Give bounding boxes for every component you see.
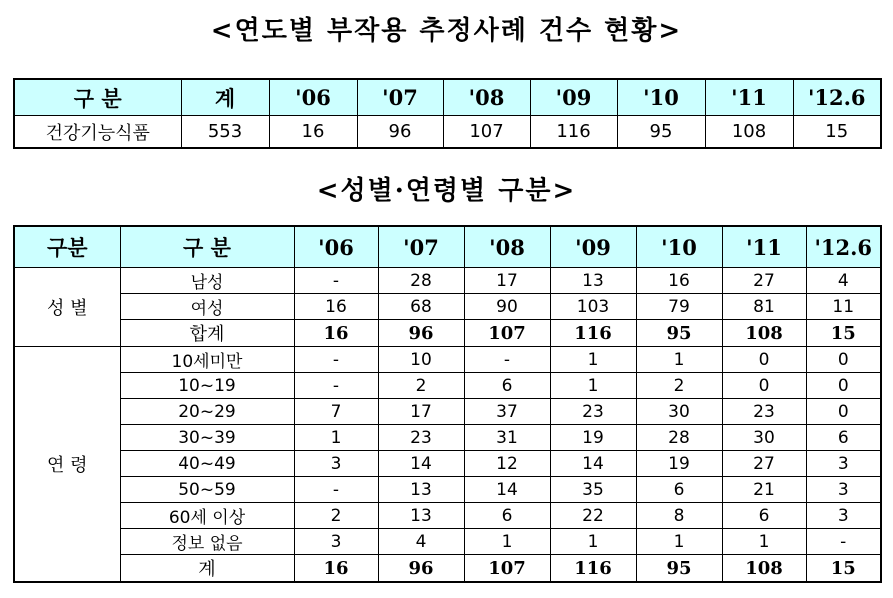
cell-value: 2 [294,503,378,529]
page-title: <연도별 부작용 추정사례 건수 현황> [210,16,683,46]
cell-value: 16 [294,320,378,347]
cell-value: 107 [443,116,530,149]
cell-value: 3 [294,529,378,555]
table-row [14,555,881,583]
row-label: 40~49 [120,451,294,477]
cell-value: - [294,373,378,399]
header-year: '07 [357,79,443,116]
cell-value: - [294,347,378,373]
cell-value: 17 [464,268,550,294]
cell-value: 81 [722,294,806,320]
cell-value: 7 [294,399,378,425]
table-row [14,116,881,149]
cell-value: 10 [378,347,464,373]
cell-value: 95 [617,116,705,149]
table-row [14,347,881,373]
cell-value: 108 [705,116,793,149]
table-row [14,268,881,294]
cell-value: 16 [294,294,378,320]
cell-value: 23 [378,425,464,451]
cell-value: 1 [550,373,636,399]
cell-value: 6 [464,503,550,529]
cell-value: 1 [636,529,722,555]
cell-value: 4 [806,268,881,294]
cell-value: 6 [464,373,550,399]
header-year: '10 [636,226,722,268]
table-row [14,294,881,320]
row-label: 남성 [120,268,294,294]
cell-value: 37 [464,399,550,425]
cell-value: 116 [550,320,636,347]
cell-value: 103 [550,294,636,320]
cell-value: 6 [806,425,881,451]
table-row [14,529,881,555]
cell-value: 30 [722,425,806,451]
cell-value: 68 [378,294,464,320]
row-label: 30~39 [120,425,294,451]
row-label: 건강기능식품 [14,116,181,149]
header-category: 구 분 [120,226,294,268]
row-label: 정보 없음 [120,529,294,555]
cell-value: 27 [722,268,806,294]
cell-value: 14 [464,477,550,503]
cell-value: 0 [806,347,881,373]
cell-value: 16 [294,555,378,583]
cell-value: - [294,477,378,503]
cell-value: 1 [636,347,722,373]
cell-value: 79 [636,294,722,320]
cell-value: 31 [464,425,550,451]
cell-value: 8 [636,503,722,529]
cell-value: 553 [181,116,269,149]
cell-value: 96 [378,555,464,583]
cell-value: 22 [550,503,636,529]
gender-age-table [13,225,882,583]
cell-value: 108 [722,555,806,583]
cell-value: 1 [550,347,636,373]
header-year: '09 [550,226,636,268]
table-body [14,268,881,583]
cell-value: 90 [464,294,550,320]
cell-value: 1 [294,425,378,451]
header-year: '07 [378,226,464,268]
cell-value: 15 [793,116,881,149]
cell-value: 6 [722,503,806,529]
header-year: '06 [269,79,357,116]
cell-value: 14 [378,451,464,477]
table-row [14,425,881,451]
cell-value: 116 [550,555,636,583]
row-label: 여성 [120,294,294,320]
header-year: '11 [722,226,806,268]
header-year: '10 [617,79,705,116]
cell-value: 0 [722,347,806,373]
cell-value: 3 [806,503,881,529]
cell-value: - [294,268,378,294]
cell-value: 13 [378,477,464,503]
cell-value: 28 [636,425,722,451]
row-label: 계 [120,555,294,583]
cell-value: 12 [464,451,550,477]
group-label: 연 령 [14,347,120,583]
header-year: '06 [294,226,378,268]
table-row [14,399,881,425]
cell-value: 35 [550,477,636,503]
cell-value: 28 [378,268,464,294]
row-label: 60세 이상 [120,503,294,529]
cell-value: - [806,529,881,555]
table-row [14,503,881,529]
cell-value: 17 [378,399,464,425]
cell-value: 6 [636,477,722,503]
cell-value: 95 [636,320,722,347]
cell-value: 15 [806,320,881,347]
yearly-cases-table [13,78,882,149]
cell-value: 3 [806,477,881,503]
cell-value: 1 [722,529,806,555]
cell-value: 1 [464,529,550,555]
cell-value: 2 [378,373,464,399]
cell-value: 96 [378,320,464,347]
cell-value: 1 [550,529,636,555]
header-year: '08 [443,79,530,116]
cell-value: 16 [269,116,357,149]
cell-value: 19 [636,451,722,477]
header-year: '09 [530,79,617,116]
row-label: 10~19 [120,373,294,399]
table-row [14,477,881,503]
section-title: <성별·연령별 구분> [316,176,577,206]
cell-value: 3 [294,451,378,477]
cell-value: 13 [378,503,464,529]
header-category: 구 분 [14,79,181,116]
row-label: 10세미만 [120,347,294,373]
cell-value: - [464,347,550,373]
header-year: '08 [464,226,550,268]
cell-value: 116 [530,116,617,149]
row-label: 20~29 [120,399,294,425]
cell-value: 11 [806,294,881,320]
cell-value: 21 [722,477,806,503]
header-year: '11 [705,79,793,116]
cell-value: 27 [722,451,806,477]
table-row [14,451,881,477]
header-group: 구분 [14,226,120,268]
cell-value: 0 [806,373,881,399]
cell-value: 23 [722,399,806,425]
table-row [14,373,881,399]
cell-value: 107 [464,555,550,583]
cell-value: 0 [722,373,806,399]
cell-value: 19 [550,425,636,451]
cell-value: 23 [550,399,636,425]
cell-value: 96 [357,116,443,149]
header-year: '12.6 [806,226,881,268]
cell-value: 3 [806,451,881,477]
cell-value: 4 [378,529,464,555]
cell-value: 107 [464,320,550,347]
header-total: 계 [181,79,269,116]
cell-value: 13 [550,268,636,294]
cell-value: 15 [806,555,881,583]
cell-value: 2 [636,373,722,399]
cell-value: 108 [722,320,806,347]
row-label: 합계 [120,320,294,347]
cell-value: 30 [636,399,722,425]
cell-value: 16 [636,268,722,294]
table-row [14,320,881,347]
group-label: 성 별 [14,268,120,347]
row-label: 50~59 [120,477,294,503]
cell-value: 0 [806,399,881,425]
cell-value: 14 [550,451,636,477]
header-year: '12.6 [793,79,881,116]
cell-value: 95 [636,555,722,583]
